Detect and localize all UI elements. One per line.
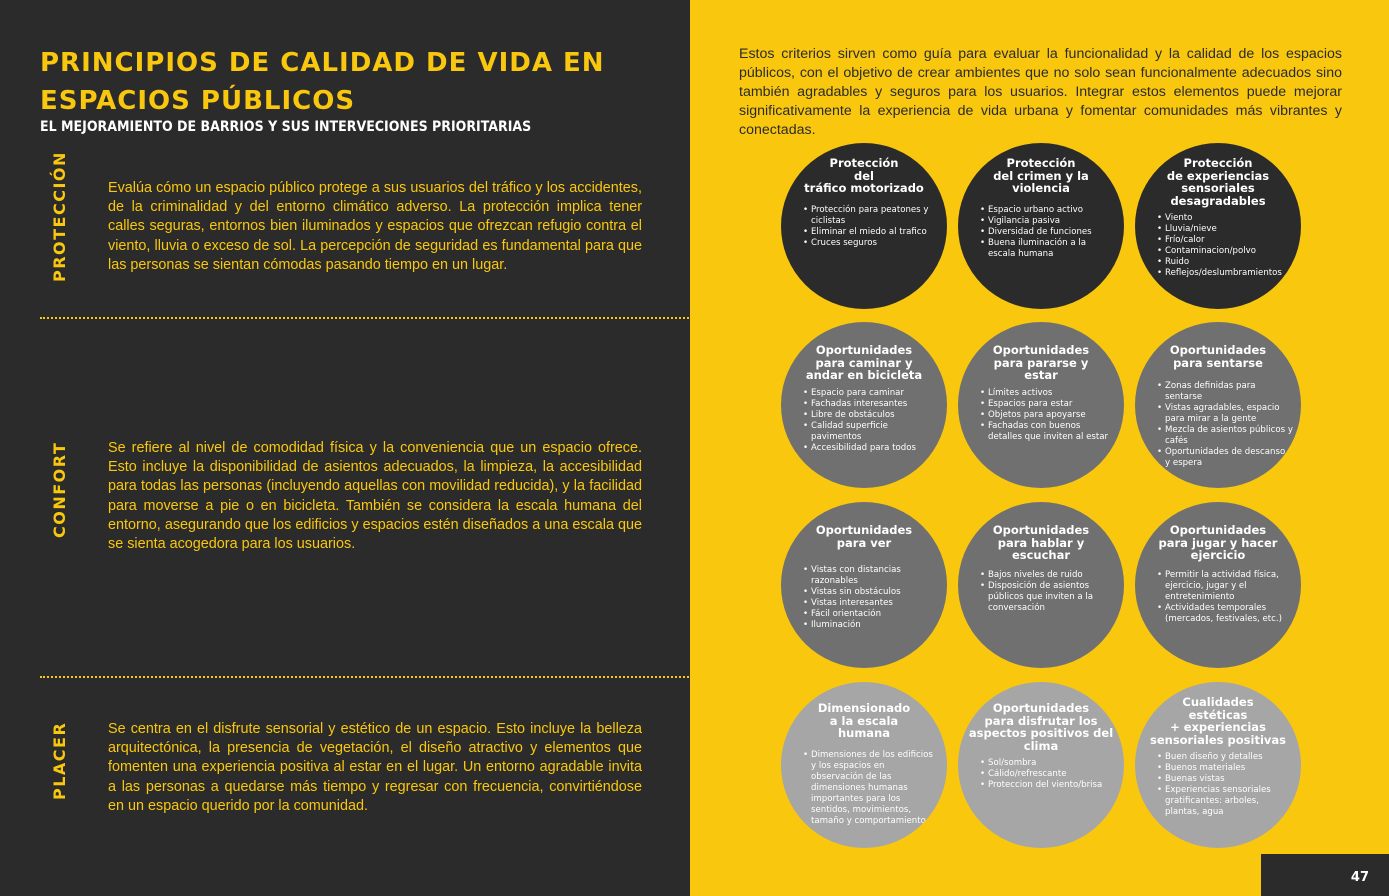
circle-list: [980, 758, 1116, 791]
list-item: • Frío/calor: [1157, 235, 1293, 246]
circle-title: Oportunidades para jugar y hacer ejercicio: [1158, 523, 1278, 562]
section-text-confort: Se refiere al nivel de comodidad física y la conveniencia que un espacio ofrece. Esto incluye la disponibilidad de asientos adecuados, la limpieza, la accesibilidad para todas las personas (incluyendo aquellas con movilidad reducida), y la facilidad para moverse a pie o en bicicleta. También se considera la escala humana del entorno, asegurando que los edificios y espacios estén diseñados a una escala que se sienta acogedora para los usuarios.: [108, 440, 642, 553]
circle-list: [1157, 570, 1293, 625]
section-divider: [40, 676, 1389, 678]
list-item: • Mezcla de asientos públicos y cafés: [1157, 425, 1293, 447]
intro-paragraph: Estos criterios sirven como guía para evaluar la funcionalidad y la calidad de los espacios públicos, con el objetivo de crear ambientes que no solo sean funcionalmente adecuados sino también agradables y seguros para los usuarios. Integrar estos elementos puede mejorar significativamente la experiencia de vida urbana y fomentar comunidades más vibrantes y conectadas.: [739, 46, 1342, 138]
list-item: • Actividades temporales (mercados, festivales, etc.): [1157, 603, 1293, 625]
list-item: • Cruces seguros: [803, 238, 939, 249]
list-item: • Espacios para estar: [980, 399, 1116, 410]
list-item: • Límites activos: [980, 388, 1116, 399]
page-number-box: [1261, 854, 1389, 896]
section-label-confort: CONFORT: [50, 441, 69, 538]
list-item: • Vistas con distancias razonables: [803, 565, 939, 587]
list-item: • Fácil orientación: [803, 609, 939, 620]
circle-list: [1157, 213, 1293, 279]
circle-proteccion-crimen: [958, 143, 1124, 309]
list-item: • Vigilancia pasiva: [980, 216, 1116, 227]
list-item: • Espacio para caminar: [803, 388, 939, 399]
list-item: • Vistas sin obstáculos: [803, 587, 939, 598]
list-item: • Accesibilidad para todos: [803, 443, 939, 454]
circle-list: [803, 565, 939, 631]
circle-list: [1157, 381, 1293, 469]
list-item: • Contaminacion/polvo: [1157, 246, 1293, 257]
list-item: • Eliminar el miedo al trafico: [803, 227, 939, 238]
circle-title: Protección del tráfico motorizado: [804, 156, 924, 195]
circle-caminar: [781, 322, 947, 488]
circle-title: Protección de experiencias sensoriales desagradables: [1166, 156, 1270, 208]
list-item: • Calidad superficie pavimentos: [803, 421, 939, 443]
list-item: • Fachadas interesantes: [803, 399, 939, 410]
list-item: • Fachadas con buenos detalles que inviten al estar: [980, 421, 1116, 443]
circle-pararse: [958, 322, 1124, 488]
list-item: • Protección para peatones y ciclistas: [803, 205, 939, 227]
list-item: • Sol/sombra: [980, 758, 1116, 769]
circle-esteticas: [1135, 682, 1301, 848]
circle-title: Oportunidades para hablar y escuchar: [992, 523, 1090, 562]
section-label-proteccion: PROTECCIÓN: [50, 151, 69, 282]
circle-list: [803, 205, 939, 249]
page-number: 47: [1350, 870, 1369, 885]
circle-proteccion-sensorial: [1135, 143, 1301, 309]
circle-title: Oportunidades para caminar y andar en bicicleta: [805, 343, 923, 382]
list-item: • Ruido: [1157, 257, 1293, 268]
list-item: • Zonas definidas para sentarse: [1157, 381, 1293, 403]
circle-clima: [958, 682, 1124, 848]
list-item: • Reflejos/deslumbramientos: [1157, 268, 1293, 279]
list-item: • Oportunidades de descanso y espera: [1157, 447, 1293, 469]
circle-list: [980, 388, 1116, 443]
circle-title: Oportunidades para sentarse: [1169, 343, 1267, 370]
list-item: • Bajos niveles de ruido: [980, 570, 1116, 581]
list-item: • Buenos materiales: [1157, 763, 1293, 774]
circle-proteccion-trafico: [781, 143, 947, 309]
list-item: • Disposición de asientos públicos que inviten a la conversación: [980, 581, 1116, 614]
circle-title: Dimensionado a la escala humana: [817, 701, 911, 740]
circle-hablar: [958, 502, 1124, 668]
circle-title: Oportunidades para ver: [815, 523, 913, 550]
list-item: • Experiencias sensoriales gratificantes: arboles, plantas, agua: [1157, 785, 1293, 818]
list-item: • Dimensiones de los edificios y los espacios en observación de las dimensiones humanas importantes para los sentidos, movimientos, tamaño y comportamiento: [803, 750, 939, 827]
circle-jugar: [1135, 502, 1301, 668]
circle-title: Protección del crimen y la violencia: [993, 156, 1089, 195]
list-item: • Vistas interesantes: [803, 598, 939, 609]
circle-ver: [781, 502, 947, 668]
circle-list: [980, 205, 1116, 260]
list-item: • Proteccion del viento/brisa: [980, 780, 1116, 791]
list-item: • Espacio urbano activo: [980, 205, 1116, 216]
list-item: • Permitir la actividad física, ejercicio, jugar y el entretenimiento: [1157, 570, 1293, 603]
list-item: • Viento: [1157, 213, 1293, 224]
circle-title: Oportunidades para pararse y estar: [992, 343, 1090, 382]
list-item: • Buenas vistas: [1157, 774, 1293, 785]
list-item: • Libre de obstáculos: [803, 410, 939, 421]
circle-title: Cualidades estéticas + experiencias sensoriales positivas: [1149, 695, 1286, 747]
section-divider: [40, 317, 1389, 319]
section-label-placer: PLACER: [50, 721, 69, 800]
circle-title: Oportunidades para disfrutar los aspectos positivos del clima: [968, 701, 1114, 753]
list-item: • Objetos para apoyarse: [980, 410, 1116, 421]
section-text-proteccion: Evalúa cómo un espacio público protege a sus usuarios del tráfico y los accidentes, de la criminalidad y del entorno climático adverso. La protección implica tener calles seguras, entornos bien iluminados y espacios que ofrezcan refugio contra el viento, lluvia o exceso de sol. La percepción de seguridad es fundamental para que las personas se sientan cómodas pasando tiempo en un lugar.: [108, 180, 642, 273]
circle-list: [803, 388, 939, 454]
list-item: • Buena iluminación a la escala humana: [980, 238, 1116, 260]
circle-list: [803, 750, 939, 827]
list-item: • Vistas agradables, espacio para mirar a la gente: [1157, 403, 1293, 425]
list-item: • Buen diseño y detalles: [1157, 752, 1293, 763]
list-item: • Lluvia/nieve: [1157, 224, 1293, 235]
section-text-placer: Se centra en el disfrute sensorial y estético de un espacio. Esto incluye la belleza arquitectónica, la presencia de vegetación, el diseño atractivo y elementos que fomenten una experiencia positiva al estar en el lugar. Un entorno agradable invita a las personas a quedarse más tiempo y regresar con frecuencia, convirtiéndose en un espacio querido por la comunidad.: [108, 721, 642, 814]
circle-list: [980, 570, 1116, 614]
list-item: • Diversidad de funciones: [980, 227, 1116, 238]
circle-list: [1157, 752, 1293, 818]
circle-sentarse: [1135, 322, 1301, 488]
list-item: • Cálido/refrescante: [980, 769, 1116, 780]
page-subtitle: EL MEJORAMIENTO DE BARRIOS Y SUS INTERVECIONES PRIORITARIAS: [40, 119, 532, 135]
page-title: PRINCIPIOS DE CALIDAD DE VIDA EN ESPACIOS PÚBLICOS: [40, 48, 605, 116]
list-item: • Iluminación: [803, 620, 939, 631]
circle-escala-humana: [781, 682, 947, 848]
